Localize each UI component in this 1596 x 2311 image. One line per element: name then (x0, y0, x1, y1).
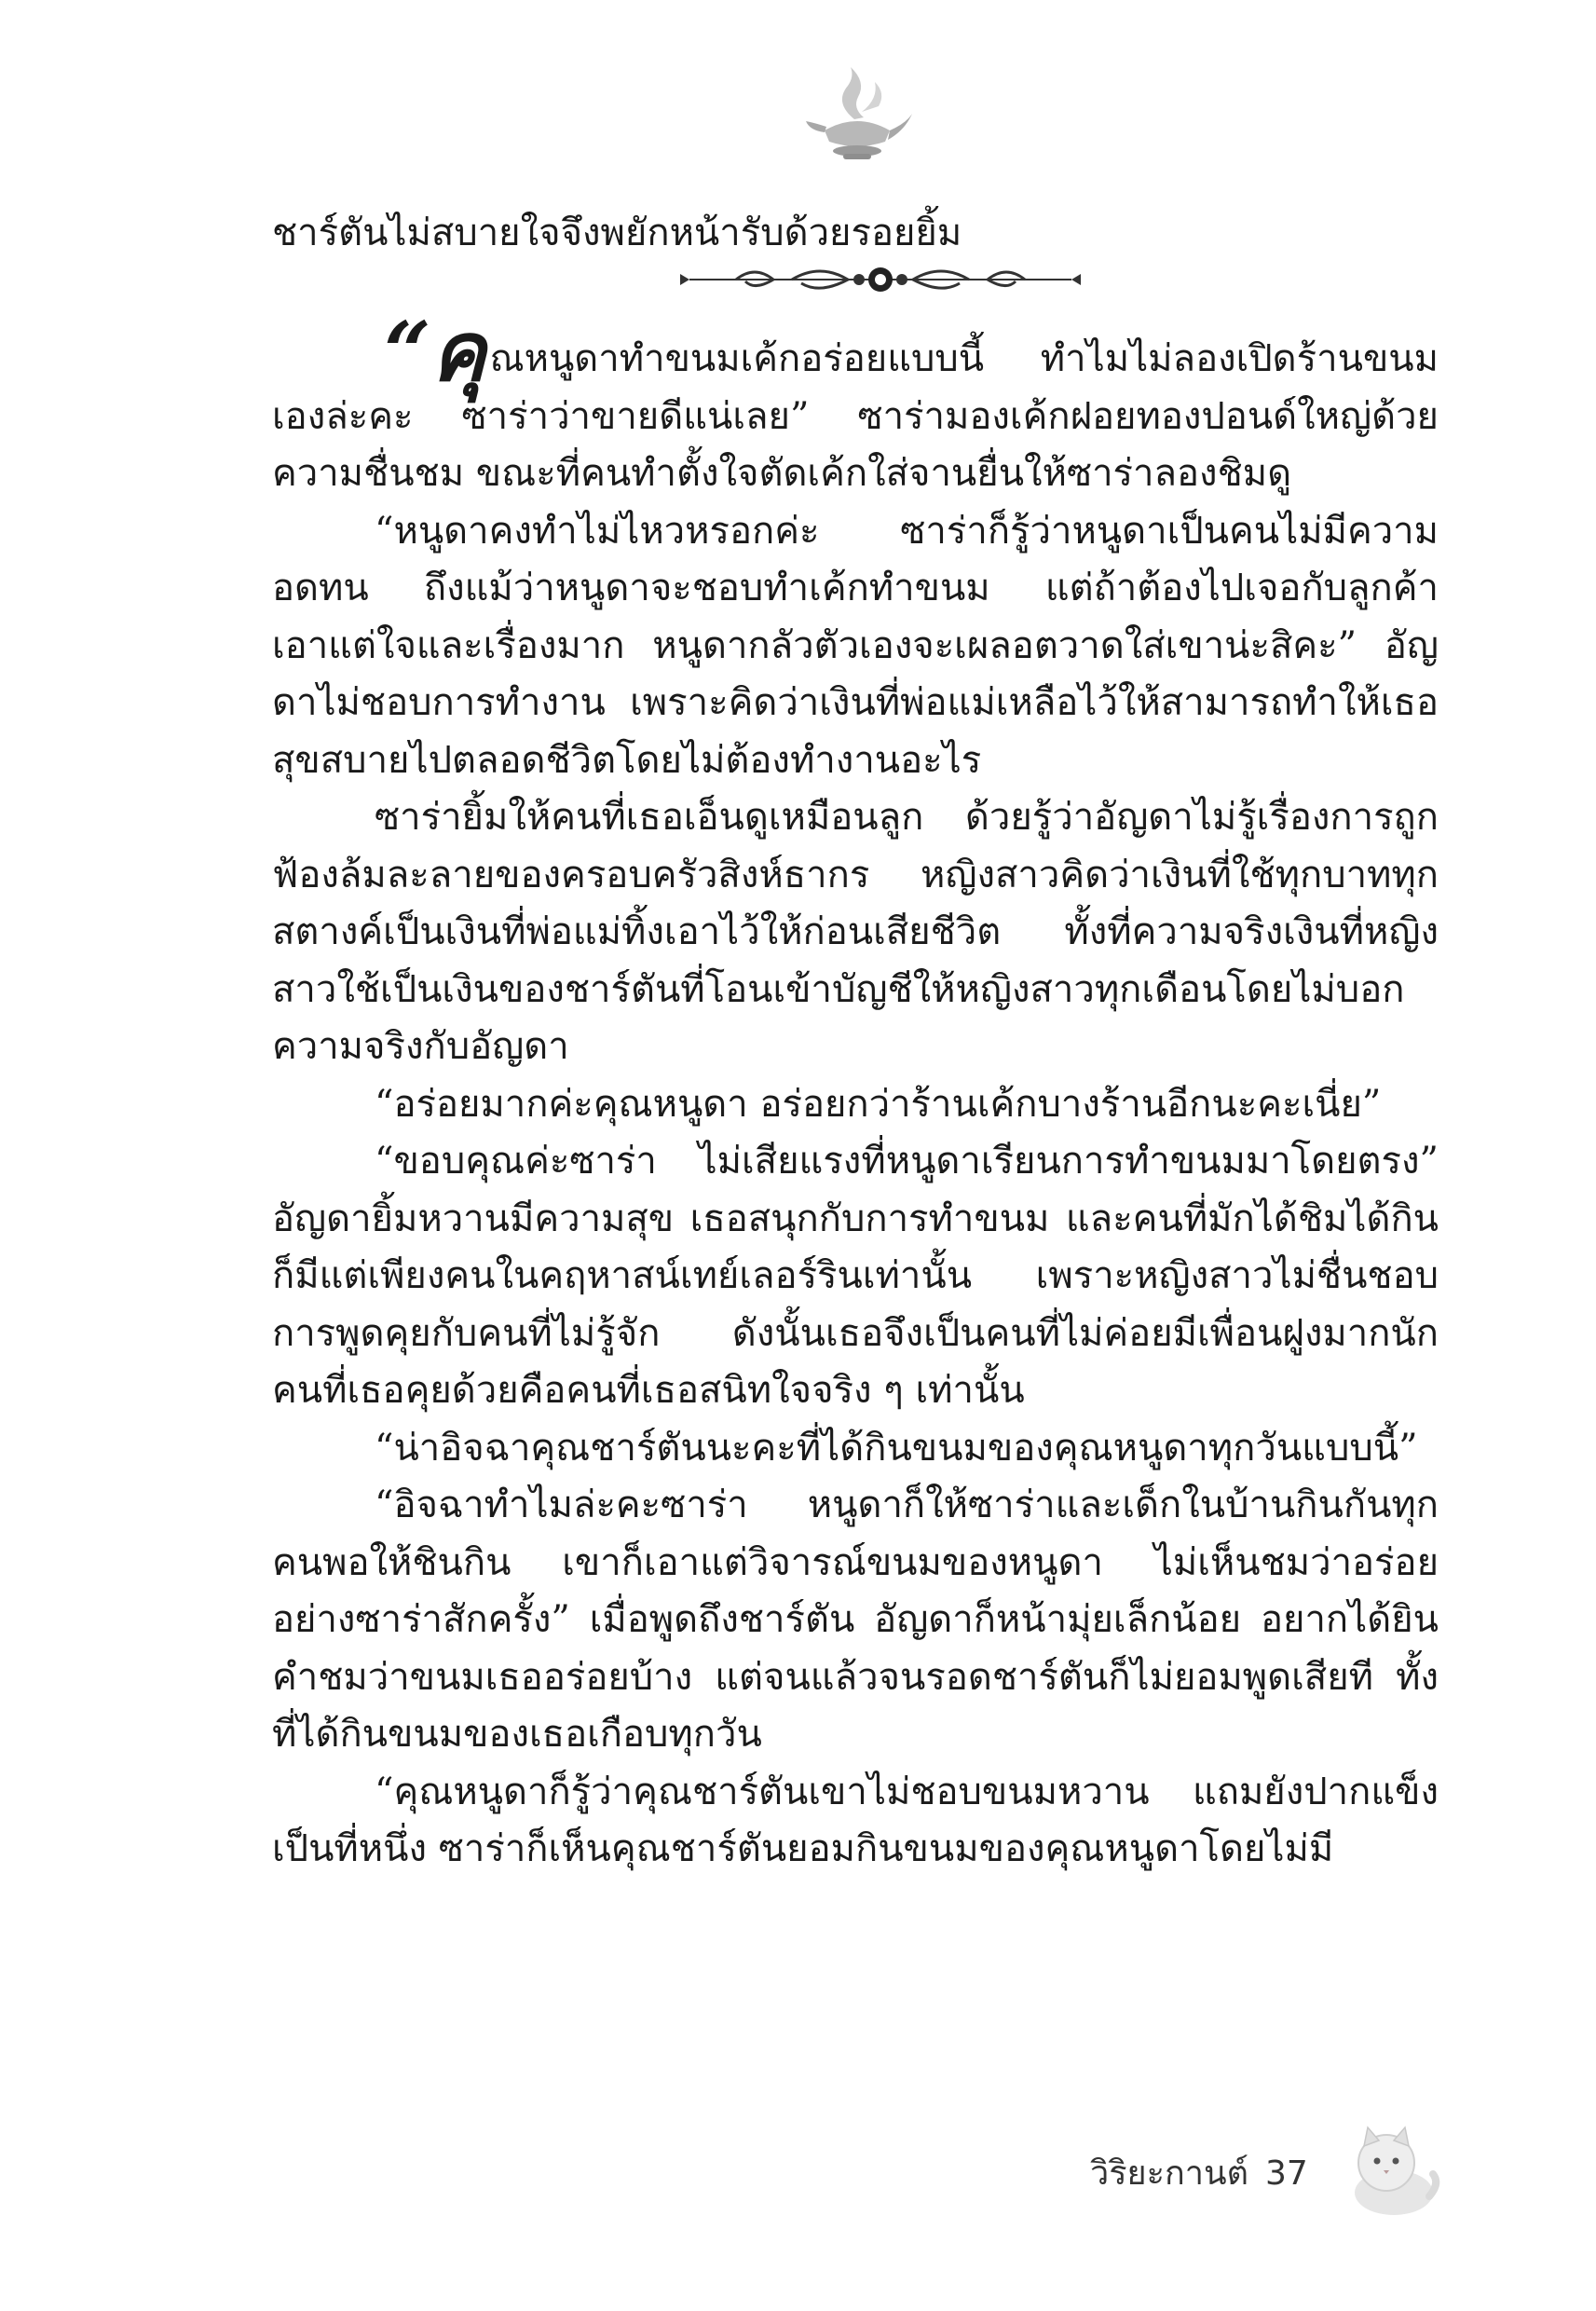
paragraph: “หนูดาคงทำไม่ไหวหรอกค่ะ ซาร่าก็รู้ว่าหนูดาเป็นคนไม่มีความอดทน ถึงแม้ว่าหนูดาจะชอบทำเค้กทำขนม แต่ถ้าต้องไปเจอกับลูกค้าเอาแต่ใจและเรื่องมาก หนูดากลัวตัวเองจะเผลอตวาดใส่เขาน่ะสิคะ” อัญดาไม่ชอบการทำงาน เพราะคิดว่าเงินที่พ่อแม่เหลือไว้ให้สามารถทำให้เธอสุขสบายไปตลอดชีวิตโดยไม่ต้องทำงานอะไร (272, 509, 1439, 782)
drop-cap: “คุ (384, 303, 486, 400)
body-text (272, 303, 1439, 1879)
paragraph (272, 303, 1439, 503)
page-footer (1090, 2118, 1444, 2221)
paragraph: “อิจฉาทำไมล่ะคะซาร่า หนูดาก็ให้ซาร่าและเด็กในบ้านกินกันทุกคนพอให้ชินกิน เขาก็เอาแต่วิจารณ์ขนมของหนูดา ไม่เห็นชมว่าอร่อยอย่างซาร่าสักครั้ง” เมื่อพูดถึงชาร์ตัน อัญดาก็หน้ามุ่ยเล็กน้อย อยากได้ยินคำชมว่าขนมเธออร่อยบ้าง แต่จนแล้วจนรอดชาร์ตันก็ไม่ยอมพูดเสียที ทั้งที่ได้กินขนมของเธอเกือบทุกวัน (272, 1484, 1439, 1756)
page-number: 37 (1264, 2154, 1308, 2193)
genie-lamp-icon (797, 65, 918, 177)
paragraph: “ขอบคุณค่ะซาร่า ไม่เสียแรงที่หนูดาเรียนการทำขนมมาโดยตรง” อัญดายิ้มหวานมีความสุข เธอสนุกกับการทำขนม และคนที่มักได้ชิมได้กินก็มีแต่เพียงคนในคฤหาสน์เทย์เลอร์รินเท่านั้น เพราะหญิงสาวไม่ชื่นชอบการพูดคุยกับคนที่ไม่รู้จัก ดังนั้นเธอจึงเป็นคนที่ไม่ค่อยมีเพื่อนฝูงมากนัก คนที่เธอคุยด้วยคือคนที่เธอสนิทใจจริง ๆ เท่านั้น (272, 1140, 1439, 1412)
lead-line: ชาร์ตันไม่สบายใจจึงพยักหน้ารับด้วยรอยยิ้ม (272, 212, 962, 254)
book-title: วิริยะกานต์ (1090, 2154, 1248, 2193)
paragraph: “น่าอิจฉาคุณชาร์ตันนะคะที่ได้กินขนมของคุณหนูดาทุกวันแบบนี้” (375, 1426, 1418, 1470)
paragraph: “คุณหนูดาก็รู้ว่าคุณชาร์ตันเขาไม่ชอบขนมหวาน แถมยังปากแข็งเป็นที่หนึ่ง ซาร่าก็เห็นคุณชาร์ตันยอมกินขนมของคุณหนูดาโดยไม่มี (272, 1770, 1439, 1870)
paragraph-text: ณหนูดาทำขนมเค้กอร่อยแบบนี้ ทำไมไม่ลองเปิดร้านขนมเองล่ะคะ ซาร่าว่าขายดีแน่เลย” ซาร่ามองเค้กฝอยทองปอนด์ใหญ่ด้วยความชื่นชม ขณะที่คนทำตั้งใจตัดเค้กใส่จานยื่นให้ซาร่าลองชิมดู (272, 337, 1439, 495)
persian-cat-icon (1340, 2118, 1442, 2221)
footer-text (1090, 2146, 1308, 2199)
paragraph: “อร่อยมากค่ะคุณหนูดา อร่อยกว่าร้านเค้กบางร้านอีกนะคะเนี่ย” (375, 1082, 1382, 1126)
paragraph: ซาร่ายิ้มให้คนที่เธอเอ็นดูเหมือนลูก ด้วยรู้ว่าอัญดาไม่รู้เรื่องการถูกฟ้องล้มละลายของครอบครัวสิงห์ธากร หญิงสาวคิดว่าเงินที่ใช้ทุกบาททุกสตางค์เป็นเงินที่พ่อแม่ทิ้งเอาไว้ให้ก่อนเสียชีวิต ทั้งที่ความจริงเงินที่หญิงสาวใช้เป็นเงินของชาร์ตันที่โอนเข้าบัญชีให้หญิงสาวทุกเดือนโดยไม่บอกความจริงกับอัญดา (272, 796, 1439, 1068)
ornamental-divider-icon (680, 259, 1081, 296)
